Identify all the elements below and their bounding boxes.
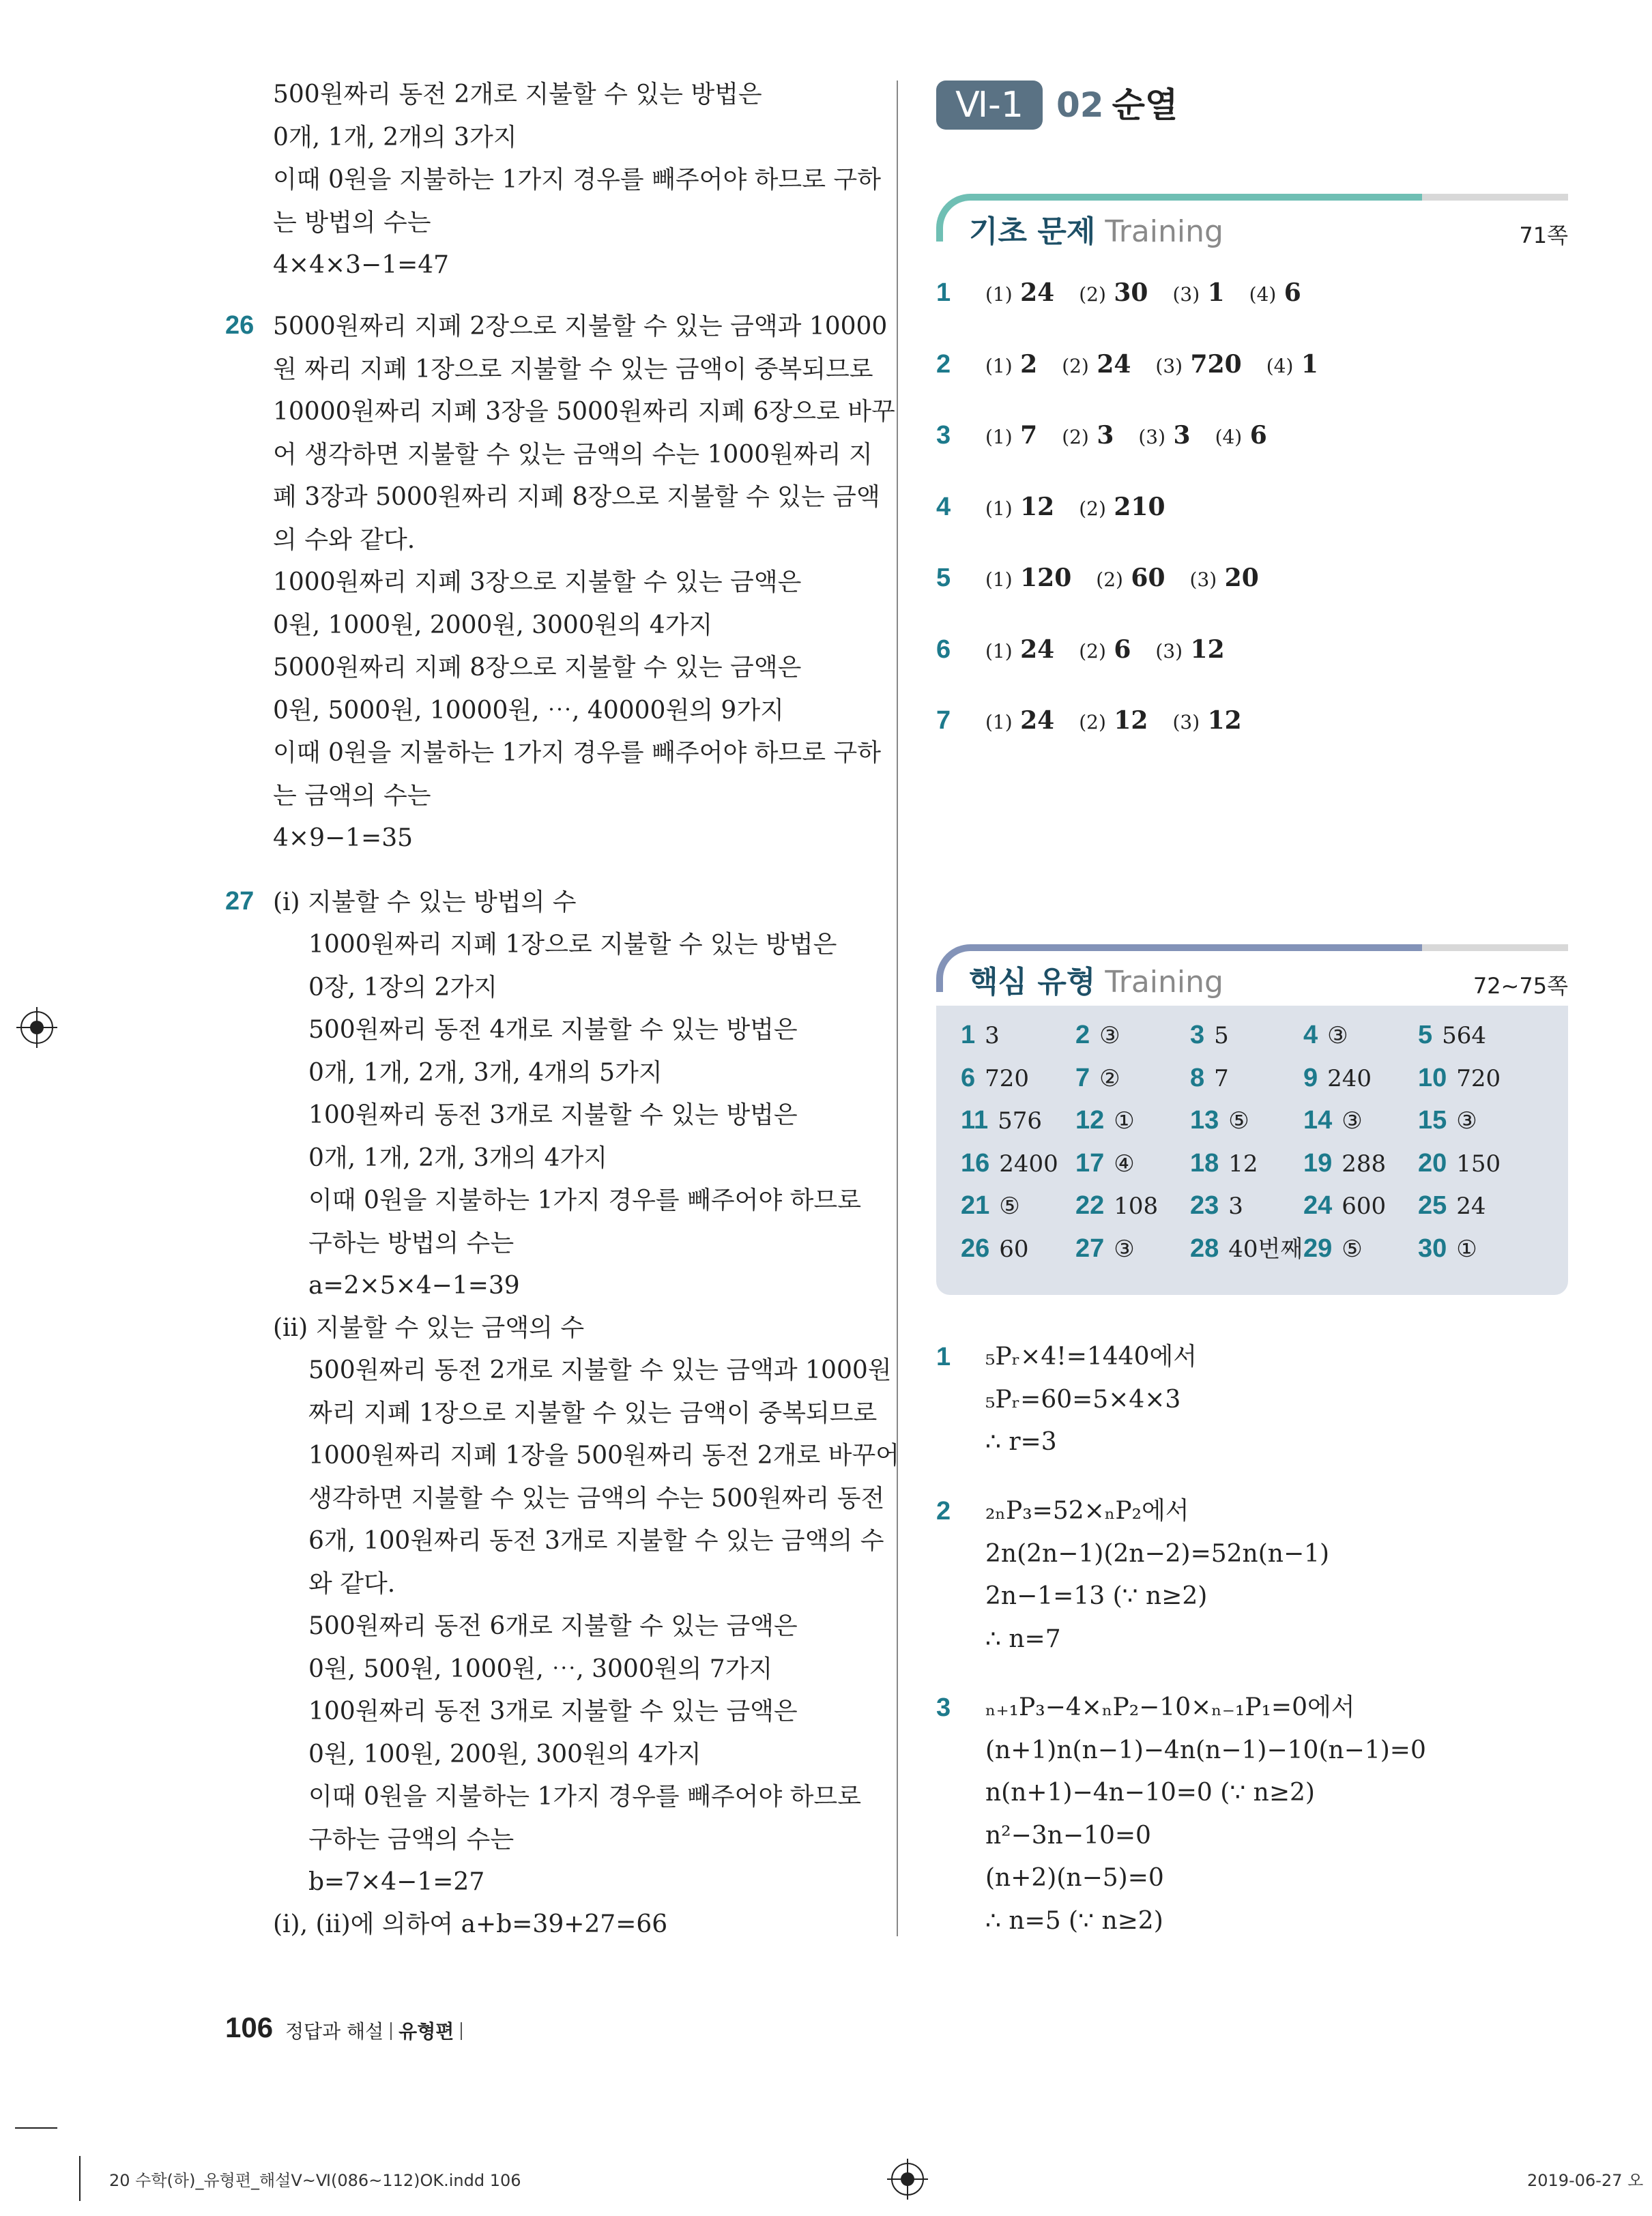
core-page-ref: 72~75쪽: [1473, 973, 1568, 999]
p27-part1-body: [308, 924, 861, 1308]
text-line: 구하는 금액의 수는: [308, 1825, 515, 1854]
core-answer-number: 24: [1303, 1191, 1333, 1220]
answer-item: [985, 422, 1037, 450]
text-line: a=2×5×4−1=39: [308, 1272, 520, 1300]
text-line: 1000원짜리 지폐 3장으로 지불할 수 있는 금액은: [273, 568, 802, 596]
footer-label: [285, 2017, 469, 2044]
answer-item: [985, 351, 1037, 379]
answer-item: [985, 564, 1071, 592]
core-title-ko: 핵심 유형: [969, 965, 1096, 1000]
answer-value: 12: [1190, 635, 1225, 664]
core-answer-cell: [1190, 1227, 1303, 1270]
answer-value: 1: [1301, 349, 1318, 379]
registration-mark-icon: [20, 1011, 53, 1044]
section-name: 순열: [1112, 85, 1178, 125]
core-answer-number: 9: [1303, 1063, 1318, 1092]
core-answer-cell: [1303, 1099, 1363, 1142]
answer-value: 20: [1224, 564, 1259, 592]
core-answer-number: 25: [1418, 1191, 1447, 1220]
core-answer-number: 6: [961, 1063, 976, 1092]
core-answer-number: 22: [1075, 1191, 1105, 1220]
answer-sublabel: (2): [1079, 497, 1106, 520]
core-answer-number: 5: [1418, 1021, 1433, 1049]
core-answer-cell: [1303, 1184, 1386, 1227]
core-answer-cell: [1418, 1142, 1501, 1185]
file-slug: 20 수학(하)_유형편_해설Ⅴ~Ⅵ(086~112)OK.indd 106: [109, 2171, 521, 2190]
answer-sublabel: (1): [985, 568, 1013, 591]
core-answer-number: 23: [1190, 1191, 1219, 1220]
answer-item: [1079, 493, 1165, 521]
answer-item: [1215, 422, 1267, 450]
core-answer-number: 18: [1190, 1148, 1219, 1178]
text-line: 500원짜리 동전 6개로 지불할 수 있는 금액은: [308, 1612, 798, 1640]
answer-sublabel: (4): [1249, 283, 1277, 306]
core-answer-value: ①: [1114, 1107, 1135, 1135]
core-answer-value: ③: [1456, 1107, 1477, 1135]
text-line: 0원, 500원, 1000원, ⋯, 3000원의 7가지: [308, 1654, 773, 1683]
text-line: 생각하면 지불할 수 있는 금액의 수는 500원짜리 동전: [308, 1484, 885, 1513]
text-line: 100원짜리 동전 3개로 지불할 수 있는 방법은: [308, 1101, 798, 1129]
p27-part1-heading: (ⅰ) 지불할 수 있는 방법의 수: [273, 888, 577, 916]
text-line: 4×4×3−1=47: [273, 251, 450, 279]
core-answer-number: 29: [1303, 1234, 1333, 1263]
basic-answer-row: [936, 703, 1266, 740]
basic-section-header: [936, 194, 1568, 248]
math-line: ₅Pᵣ=60=5×4×3: [985, 1385, 1181, 1414]
answer-value: 30: [1114, 278, 1148, 307]
math-line: (n+2)(n−5)=0: [985, 1864, 1164, 1892]
core-answer-value: 108: [1114, 1193, 1159, 1220]
core-answer-cell: [1190, 1057, 1229, 1100]
core-answer-value: ⑤: [1342, 1235, 1363, 1263]
basic-answer-row: [936, 347, 1343, 383]
answer-sublabel: (2): [1096, 568, 1123, 591]
text-line: 1000원짜리 지폐 1장으로 지불할 수 있는 방법은: [308, 931, 837, 959]
answer-item: [1062, 351, 1131, 379]
math-line: ∴ n=5 (∵ n≥2): [985, 1906, 1163, 1935]
text-line: 0개, 1개, 2개, 3개, 4개의 5가지: [308, 1058, 663, 1087]
answer-item: [1079, 636, 1131, 664]
core-answer-number: 19: [1303, 1148, 1333, 1178]
math-line: 2n(2n−1)(2n−2)=52n(n−1): [985, 1539, 1330, 1568]
basic-answer-row: [936, 632, 1249, 669]
solution-25-continued: [273, 74, 881, 287]
answer-sublabel: (2): [1079, 639, 1106, 662]
core-answer-number: 10: [1418, 1063, 1447, 1092]
p27-part2-heading: (ⅱ) 지불할 수 있는 금액의 수: [273, 1314, 585, 1342]
chapter-badge: Ⅵ-1: [936, 81, 1043, 130]
answer-item: [1249, 279, 1301, 307]
core-answer-value: 720: [985, 1064, 1030, 1092]
core-answer-number: 3: [1190, 1021, 1205, 1049]
answer-item: [1190, 564, 1259, 592]
math-line: 2n−1=13 (∵ n≥2): [985, 1582, 1208, 1610]
core-answer-value: 564: [1442, 1022, 1487, 1049]
text-line: 이때 0원을 지불하는 1가지 경우를 빼주어야 하므로 구하: [273, 166, 881, 194]
answer-value: 210: [1114, 492, 1165, 521]
answer-sublabel: (1): [985, 639, 1013, 662]
core-answer-cell: [961, 1227, 1029, 1270]
answer-value: 24: [1097, 349, 1131, 379]
answer-sublabel: (2): [1062, 426, 1089, 448]
text-line: 500원짜리 동전 4개로 지불할 수 있는 방법은: [308, 1016, 798, 1044]
core-answer-cell: [961, 1184, 1020, 1227]
answer-item: [1138, 422, 1190, 450]
solution-number: 3: [936, 1693, 951, 1722]
answer-sublabel: (1): [985, 711, 1013, 733]
answer-item: [1266, 351, 1318, 379]
math-line: ₂ₙP₃=52×ₙP₂에서: [985, 1497, 1189, 1525]
answer-item: [1079, 279, 1148, 307]
text-line: 는 금액의 수는: [273, 781, 431, 810]
answer-sublabel: (2): [1062, 354, 1089, 377]
core-answer-value: 600: [1342, 1193, 1387, 1220]
core-answer-number: 27: [1075, 1234, 1105, 1263]
math-line: n²−3n−10=0: [985, 1821, 1151, 1850]
section-bar-tail: [1422, 944, 1568, 951]
core-answer-cell: [961, 1057, 1029, 1100]
answer-value: 12: [1207, 706, 1242, 735]
core-answer-number: 2: [1075, 1021, 1090, 1049]
footer-separator: [390, 2022, 392, 2040]
text-line: 0개, 1개, 2개, 3개의 4가지: [308, 1143, 608, 1172]
math-line: ∴ r=3: [985, 1428, 1057, 1456]
answer-value: 12: [1020, 492, 1055, 521]
core-answer-cell: [1075, 1099, 1135, 1142]
core-answer-value: ①: [1456, 1235, 1477, 1263]
core-answer-number: 28: [1190, 1234, 1219, 1263]
core-answer-cell: [1190, 1142, 1258, 1185]
text-line: 0장, 1장의 2가지: [308, 973, 497, 1002]
answer-value: 7: [1020, 421, 1038, 450]
core-answer-value: 5: [1214, 1022, 1229, 1049]
answer-sublabel: (1): [985, 497, 1013, 520]
answer-item: [1155, 351, 1241, 379]
core-answer-value: 3: [1228, 1193, 1243, 1220]
part-name: 유형편: [398, 2020, 454, 2043]
answer-value: 3: [1097, 421, 1114, 450]
text-line: 5000원짜리 지폐 2장으로 지불할 수 있는 금액과 10000: [273, 312, 888, 340]
answer-sublabel: (2): [1079, 711, 1106, 733]
math-line: (n+1)n(n−1)−4n(n−1)−10(n−1)=0: [985, 1736, 1426, 1764]
core-answer-value: ②: [1099, 1064, 1120, 1092]
answer-item: [985, 707, 1054, 735]
print-date: 2019-06-27 오: [1527, 2171, 1644, 2190]
book-name: 정답과 해설: [285, 2020, 384, 2043]
p27-part2-body: [308, 1350, 899, 1904]
core-answer-number: 20: [1418, 1148, 1447, 1178]
core-answer-value: ③: [1099, 1022, 1120, 1049]
core-answer-cell: [1303, 1057, 1372, 1100]
answer-value: 120: [1020, 564, 1072, 592]
answer-sublabel: (3): [1155, 639, 1183, 662]
answer-sublabel: (4): [1215, 426, 1243, 448]
answer-value: 6: [1114, 635, 1131, 664]
text-line: 0원, 100원, 200원, 300원의 4가지: [308, 1740, 701, 1768]
math-line: ∴ n=7: [985, 1624, 1061, 1653]
core-answer-cell: [1418, 1227, 1477, 1270]
core-answer-value: ③: [1114, 1235, 1135, 1263]
solution-number: 1: [936, 1343, 951, 1371]
answer-item: [985, 493, 1054, 521]
core-section-title: [969, 963, 1223, 1002]
answer-sublabel: (1): [985, 354, 1013, 377]
core-answer-number: 17: [1075, 1148, 1105, 1178]
core-answer-value: 3: [985, 1022, 1000, 1049]
answer-sublabel: (3): [1155, 354, 1183, 377]
core-answer-value: 2400: [999, 1150, 1058, 1178]
answer-value: 2: [1020, 349, 1038, 379]
text-line: 500원짜리 동전 2개로 지불할 수 있는 금액과 1000원: [308, 1356, 892, 1384]
answer-item: [1172, 279, 1224, 307]
text-line: 500원짜리 동전 2개로 지불할 수 있는 방법은: [273, 81, 762, 108]
answer-number: 6: [936, 635, 951, 664]
text-line: 이때 0원을 지불하는 1가지 경우를 빼주어야 하므로: [308, 1186, 861, 1214]
text-line: 0개, 1개, 2개의 3가지: [273, 123, 517, 151]
text-line: 0원, 5000원, 10000원, ⋯, 40000원의 9가지: [273, 696, 784, 725]
core-answer-value: 150: [1456, 1150, 1501, 1178]
core-answer-number: 15: [1418, 1106, 1447, 1135]
solution-body: [985, 1336, 1197, 1464]
basic-answer-row: [936, 490, 1190, 526]
core-title-en: Training: [1105, 965, 1223, 1000]
core-answer-value: ⑤: [999, 1193, 1020, 1220]
answer-value: 6: [1284, 278, 1301, 307]
solution-26: [273, 306, 895, 860]
answer-item: [1172, 707, 1241, 735]
core-answer-cell: [1190, 1099, 1249, 1142]
text-line: 0원, 1000원, 2000원, 3000원의 4가지: [273, 611, 713, 639]
core-answer-cell: [1075, 1014, 1120, 1057]
text-line: 10000원짜리 지폐 3장을 5000원짜리 지폐 6장으로 바꾸: [273, 398, 895, 426]
answer-item: [1096, 564, 1165, 592]
text-line: 와 같다.: [308, 1569, 396, 1598]
answer-number: 4: [936, 492, 951, 521]
core-answer-cell: [1190, 1014, 1229, 1057]
section-bar-tail: [1422, 194, 1568, 201]
core-section-header: [936, 944, 1568, 999]
basic-page-ref: 71쪽: [1519, 222, 1568, 248]
answer-sublabel: (3): [1138, 426, 1166, 448]
basic-answer-row: [936, 418, 1292, 454]
problem-number-27: 27: [225, 887, 255, 916]
section-title: [1056, 81, 1178, 130]
text-line: 짜리 지폐 1장으로 지불할 수 있는 금액이 중복되므로: [308, 1399, 878, 1427]
solution-body: [985, 1490, 1329, 1661]
answer-value: 1: [1207, 278, 1225, 307]
solution-body: [985, 1687, 1426, 1942]
answer-item: [1062, 422, 1114, 450]
section-number: 02: [1056, 85, 1104, 125]
core-answer-number: 4: [1303, 1021, 1318, 1049]
answer-number: 2: [936, 349, 951, 379]
footer-separator: [461, 2022, 462, 2040]
answer-sublabel: (1): [985, 426, 1013, 448]
core-answer-cell: [961, 1014, 1000, 1057]
answer-sublabel: (3): [1172, 711, 1200, 733]
math-line: ₙ₊₁P₃−4×ₙP₂−10×ₙ₋₁P₁=0에서: [985, 1693, 1355, 1721]
text-line: b=7×4−1=27: [308, 1868, 485, 1896]
core-answer-value: ③: [1327, 1022, 1348, 1049]
core-answer-cell: [1418, 1099, 1477, 1142]
core-answer-number: 11: [961, 1106, 989, 1135]
basic-answer-row: [936, 561, 1284, 597]
text-line: 구하는 방법의 수는: [308, 1229, 515, 1257]
core-answer-cell: [961, 1142, 1058, 1185]
core-answer-value: 7: [1214, 1064, 1229, 1092]
text-line: 이때 0원을 지불하는 1가지 경우를 빼주어야 하므로: [308, 1783, 861, 1811]
core-answer-cell: [1303, 1227, 1363, 1270]
answer-item: [985, 279, 1054, 307]
core-answer-cell: [1075, 1227, 1135, 1270]
core-answer-number: 7: [1075, 1063, 1090, 1092]
answer-value: 24: [1020, 706, 1055, 735]
answer-item: [1155, 636, 1224, 664]
answer-sublabel: (1): [985, 283, 1013, 306]
crop-mark: [15, 2127, 57, 2129]
text-line: 폐 3장과 5000원짜리 지폐 8장으로 지불할 수 있는 금액: [273, 483, 880, 511]
core-answer-cell: [1303, 1142, 1386, 1185]
core-answer-value: 576: [998, 1107, 1043, 1135]
core-answer-cell: [1075, 1184, 1158, 1227]
answer-number: 5: [936, 564, 951, 592]
solution-number: 2: [936, 1497, 951, 1526]
core-answer-cell: [1303, 1014, 1348, 1057]
registration-mark-icon: [891, 2163, 924, 2196]
answer-value: 3: [1173, 421, 1191, 450]
core-answer-value: ⑤: [1228, 1107, 1249, 1135]
core-answer-value: 720: [1456, 1064, 1501, 1092]
core-answer-cell: [1418, 1184, 1486, 1227]
text-line: 100원짜리 동전 3개로 지불할 수 있는 금액은: [308, 1697, 798, 1725]
answer-item: [985, 636, 1054, 664]
answer-value: 24: [1020, 278, 1055, 307]
core-answer-cell: [1418, 1057, 1501, 1100]
core-answer-number: 16: [961, 1148, 990, 1178]
core-answer-value: ④: [1114, 1150, 1135, 1178]
page-number: 106: [225, 2011, 274, 2043]
text-line: 6개, 100원짜리 동전 3개로 지불할 수 있는 금액의 수: [308, 1527, 884, 1555]
text-line: 5000원짜리 지폐 8장으로 지불할 수 있는 금액은: [273, 654, 802, 682]
basic-title-en: Training: [1105, 214, 1223, 249]
core-answer-grid: [936, 1006, 1568, 1295]
text-line: 이때 0원을 지불하는 1가지 경우를 빼주어야 하므로 구하: [273, 739, 881, 767]
core-answer-value: 40번째: [1228, 1235, 1303, 1263]
text-line: 어 생각하면 지불할 수 있는 금액의 수는 1000원짜리 지: [273, 440, 873, 469]
core-answer-cell: [1075, 1057, 1120, 1100]
basic-answer-row: [936, 276, 1326, 312]
answer-sublabel: (4): [1266, 354, 1294, 377]
core-answer-number: 26: [961, 1234, 990, 1263]
p27-conclusion: (ⅰ), (ⅱ)에 의하여 a+b=39+27=66: [273, 1910, 668, 1938]
answer-value: 720: [1190, 349, 1242, 379]
problem-number-26: 26: [225, 311, 255, 340]
answer-value: 60: [1131, 564, 1165, 592]
basic-section-title: [969, 213, 1223, 251]
core-answer-value: 288: [1342, 1150, 1387, 1178]
answer-value: 24: [1020, 635, 1055, 664]
answer-number: 3: [936, 421, 951, 450]
core-answer-number: 13: [1190, 1106, 1219, 1135]
text-line: 는 방법의 수는: [273, 208, 431, 237]
text-line: 의 수와 같다.: [273, 525, 416, 554]
core-answer-number: 14: [1303, 1106, 1333, 1135]
text-line: 1000원짜리 지폐 1장을 500원짜리 동전 2개로 바꾸어: [308, 1442, 899, 1470]
core-answer-value: 240: [1327, 1064, 1372, 1092]
answer-number: 1: [936, 278, 951, 307]
answer-number: 7: [936, 706, 951, 735]
answer-item: [1079, 707, 1148, 735]
core-answer-number: 12: [1075, 1106, 1105, 1135]
core-answer-value: 24: [1456, 1193, 1486, 1220]
crop-mark: [79, 2156, 81, 2201]
answer-sublabel: (2): [1079, 283, 1106, 306]
text-line: 원 짜리 지폐 1장으로 지불할 수 있는 금액이 중복되므로: [273, 355, 873, 383]
core-answer-number: 30: [1418, 1234, 1447, 1263]
core-answer-value: ③: [1342, 1107, 1363, 1135]
core-answer-cell: [1075, 1142, 1135, 1185]
answer-sublabel: (3): [1172, 283, 1200, 306]
core-answer-number: 8: [1190, 1063, 1205, 1092]
core-answer-value: 12: [1228, 1150, 1258, 1178]
text-line: 4×9−1=35: [273, 824, 414, 852]
core-answer-number: 1: [961, 1021, 976, 1049]
math-line: ₅Pᵣ×4!=1440에서: [985, 1343, 1198, 1371]
answer-sublabel: (3): [1189, 568, 1217, 591]
math-line: n(n+1)−4n−10=0 (∵ n≥2): [985, 1779, 1315, 1807]
answer-value: 6: [1249, 421, 1267, 450]
answer-value: 12: [1114, 706, 1148, 735]
core-answer-cell: [1418, 1014, 1486, 1057]
core-answer-cell: [1190, 1184, 1243, 1227]
core-answer-value: 60: [999, 1235, 1029, 1263]
core-answer-cell: [961, 1099, 1042, 1142]
basic-title-ko: 기초 문제: [969, 214, 1096, 249]
core-answer-number: 21: [961, 1191, 990, 1220]
